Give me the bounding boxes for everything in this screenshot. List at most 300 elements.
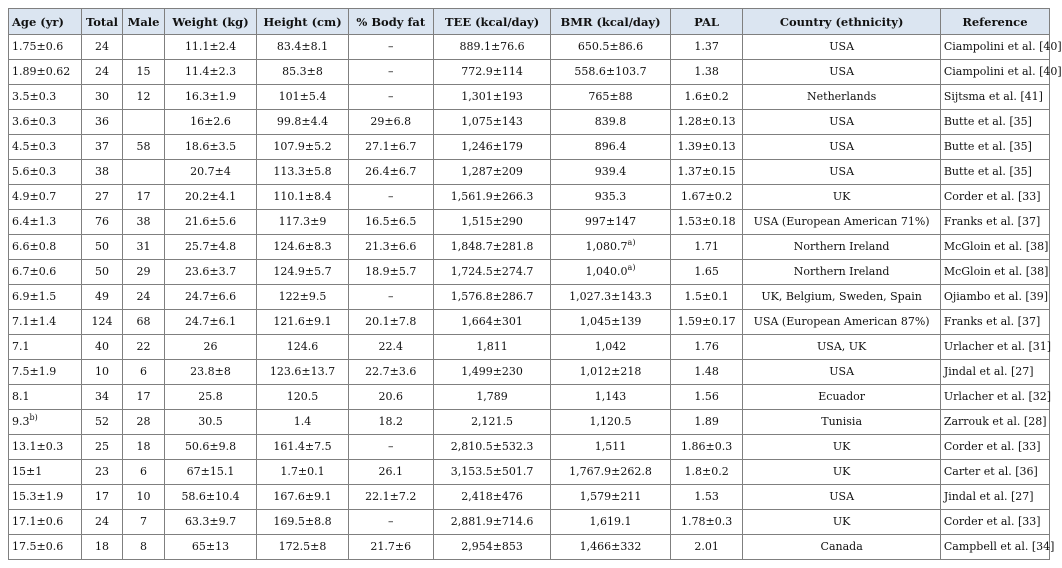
cell-tee-value: 1,811 xyxy=(476,340,508,353)
cell-total-value: 50 xyxy=(94,265,109,278)
cell-tee xyxy=(433,85,550,110)
footnote-marker: a) xyxy=(627,263,636,272)
cell-body-fat xyxy=(348,210,433,235)
cell-weight xyxy=(164,410,256,435)
cell-pal-value: 1.67±0.2 xyxy=(680,190,733,203)
table-row xyxy=(9,485,1050,510)
cell-body-fat xyxy=(348,185,433,210)
cell-total xyxy=(81,335,123,360)
cell-country-value: Tunisia xyxy=(821,415,863,428)
cell-tee-value: 889.1±76.6 xyxy=(459,40,525,53)
cell-age xyxy=(9,160,82,185)
cell-male xyxy=(123,35,165,60)
cell-bmr xyxy=(551,235,670,260)
cell-age xyxy=(9,135,82,160)
cell-height-value: 99.8±4.4 xyxy=(276,115,329,128)
table-row xyxy=(9,235,1050,260)
cell-male-value: 28 xyxy=(136,415,151,428)
column-header-country: Country (ethnicity) xyxy=(743,9,940,35)
cell-tee xyxy=(433,385,550,410)
cell-height xyxy=(257,410,348,435)
cell-male-value: 38 xyxy=(136,215,151,228)
cell-tee xyxy=(433,360,550,385)
cell-pal-value: 1.78±0.3 xyxy=(680,515,733,528)
cell-male xyxy=(123,485,165,510)
column-header-height: Height (cm) xyxy=(257,9,348,35)
cell-total xyxy=(81,135,123,160)
cell-weight-value: 18.6±3.5 xyxy=(184,140,237,153)
cell-male xyxy=(123,410,165,435)
cell-male xyxy=(123,285,165,310)
cell-male-value: 6 xyxy=(140,365,148,378)
cell-weight-value: 30.5 xyxy=(198,415,223,428)
cell-weight-value: 67±15.1 xyxy=(186,465,235,478)
cell-country xyxy=(743,285,940,310)
cell-age xyxy=(9,210,82,235)
cell-reference xyxy=(940,35,1062,60)
cell-tee xyxy=(433,110,550,135)
cell-country-value: UK xyxy=(832,465,851,478)
cell-bmr-value: 765±88 xyxy=(588,90,633,103)
cell-country-value: Northern Ireland xyxy=(793,265,890,278)
cell-total-value: 27 xyxy=(94,190,109,203)
cell-tee-value: 2,810.5±532.3 xyxy=(450,440,534,453)
cell-reference-value: Franks et al. [37] xyxy=(943,215,1041,228)
cell-height xyxy=(257,85,348,110)
cell-height xyxy=(257,485,348,510)
cell-age-value: 6.4±1.3 xyxy=(12,215,57,228)
cell-male-value: 68 xyxy=(136,315,151,328)
cell-tee-value: 772.9±114 xyxy=(461,65,523,78)
cell-weight-value: 20.7±4 xyxy=(190,165,231,178)
cell-reference xyxy=(940,460,1049,485)
column-header-male: Male xyxy=(123,9,165,35)
cell-pal xyxy=(670,35,743,60)
cell-weight-value: 26 xyxy=(203,340,218,353)
table-row xyxy=(9,135,1050,160)
cell-weight-value: 23.8±8 xyxy=(190,365,231,378)
cell-tee-value: 2,881.9±714.6 xyxy=(450,515,534,528)
cell-bmr xyxy=(551,260,670,285)
cell-bmr xyxy=(551,135,670,160)
cell-pal-value: 1.65 xyxy=(694,265,719,278)
cell-total-value: 23 xyxy=(94,465,109,478)
cell-tee xyxy=(433,410,550,435)
cell-male-value: 22 xyxy=(136,340,151,353)
table-row xyxy=(9,435,1050,460)
column-header-bmr: BMR (kcal/day) xyxy=(551,9,670,35)
cell-reference xyxy=(940,260,1049,285)
cell-reference-value: Corder et al. [33] xyxy=(943,440,1041,453)
cell-height xyxy=(257,535,348,560)
cell-weight-value: 25.7±4.8 xyxy=(184,240,237,253)
cell-age xyxy=(9,385,82,410)
cell-tee-value: 1,301±193 xyxy=(461,90,523,103)
table-row xyxy=(9,310,1050,335)
cell-age xyxy=(9,260,82,285)
cell-body-fat-value: 21.7±6 xyxy=(370,540,412,553)
cell-reference-value: Franks et al. [37] xyxy=(943,315,1041,328)
cell-body-fat xyxy=(348,135,433,160)
cell-pal-value: 1.53 xyxy=(694,490,719,503)
cell-male-value: 15 xyxy=(136,65,151,78)
cell-weight-value: 20.2±4.1 xyxy=(184,190,237,203)
cell-age xyxy=(9,310,82,335)
cell-total xyxy=(81,85,123,110)
cell-total xyxy=(81,260,123,285)
table-row xyxy=(9,410,1050,435)
cell-pal-value: 1.89 xyxy=(694,415,719,428)
cell-bmr xyxy=(551,535,670,560)
cell-height xyxy=(257,210,348,235)
cell-bmr-value: 1,080.7 xyxy=(585,240,628,253)
cell-country-value: USA xyxy=(829,65,855,78)
cell-age xyxy=(9,185,82,210)
cell-bmr xyxy=(551,160,670,185)
cell-height xyxy=(257,385,348,410)
cell-male-value: 29 xyxy=(136,265,151,278)
cell-pal xyxy=(670,285,743,310)
cell-male-value: 18 xyxy=(136,440,151,453)
cell-reference xyxy=(940,385,1052,410)
table-row xyxy=(9,160,1050,185)
cell-body-fat xyxy=(348,510,433,535)
cell-age xyxy=(9,235,82,260)
cell-height-value: 169.5±8.8 xyxy=(273,515,332,528)
cell-total-value: 24 xyxy=(94,515,109,528)
cell-weight-value: 11.1±2.4 xyxy=(184,40,237,53)
cell-total xyxy=(81,35,123,60)
cell-weight-value: 58.6±10.4 xyxy=(181,490,240,503)
cell-age xyxy=(9,285,82,310)
cell-total-value: 18 xyxy=(94,540,109,553)
data-table-container xyxy=(8,8,1062,560)
cell-reference xyxy=(940,85,1049,110)
cell-reference-value: McGloin et al. [38] xyxy=(943,265,1049,278)
cell-total-value: 50 xyxy=(94,240,109,253)
cell-age xyxy=(9,460,82,485)
cell-body-fat xyxy=(348,460,433,485)
cell-reference-value: Butte et al. [35] xyxy=(943,140,1032,153)
cell-total xyxy=(81,385,123,410)
cell-total-value: 124 xyxy=(91,315,113,328)
cell-body-fat-value: 18.9±5.7 xyxy=(365,265,417,278)
cell-country xyxy=(743,460,940,485)
cell-weight-value: 24.7±6.6 xyxy=(184,290,237,303)
cell-total-value: 40 xyxy=(94,340,109,353)
cell-age-value: 3.6±0.3 xyxy=(12,115,57,128)
cell-age-value: 15.3±1.9 xyxy=(12,490,64,503)
cell-total-value: 30 xyxy=(94,90,109,103)
cell-pal xyxy=(670,460,743,485)
cell-bmr-value: 558.6±103.7 xyxy=(574,65,647,78)
cell-bmr-value: 1,619.1 xyxy=(589,515,632,528)
cell-bmr-value: 839.8 xyxy=(594,115,627,128)
cell-weight-value: 65±13 xyxy=(191,540,230,553)
cell-tee xyxy=(433,260,550,285)
cell-country xyxy=(743,310,940,335)
cell-height-value: 113.3±5.8 xyxy=(273,165,332,178)
cell-male xyxy=(123,160,165,185)
cell-male xyxy=(123,385,165,410)
cell-pal-value: 1.56 xyxy=(694,390,719,403)
footnote-marker: b) xyxy=(29,413,38,422)
cell-tee-value: 2,121.5 xyxy=(471,415,514,428)
cell-tee-value: 1,561.9±266.3 xyxy=(450,190,534,203)
cell-male xyxy=(123,460,165,485)
cell-country xyxy=(743,510,940,535)
cell-body-fat-value: 18.2 xyxy=(378,415,404,428)
cell-reference-value: Corder et al. [33] xyxy=(943,190,1041,203)
cell-pal-value: 1.71 xyxy=(694,240,719,253)
cell-reference-value: Corder et al. [33] xyxy=(943,515,1041,528)
cell-weight xyxy=(164,510,256,535)
cell-bmr-value: 1,511 xyxy=(594,440,627,453)
cell-age-value: 1.75±0.6 xyxy=(12,40,64,53)
cell-tee-value: 3,153.5±501.7 xyxy=(450,465,534,478)
cell-male xyxy=(123,360,165,385)
table-row xyxy=(9,460,1050,485)
cell-total xyxy=(81,185,123,210)
cell-reference-value: Butte et al. [35] xyxy=(943,165,1032,178)
column-header-body-fat: % Body fat xyxy=(348,9,433,35)
column-header-reference: Reference xyxy=(940,9,1049,35)
cell-male xyxy=(123,235,165,260)
cell-total-value: 25 xyxy=(94,440,109,453)
cell-age-value: 7.1 xyxy=(12,340,30,353)
cell-body-fat-value: 26.4±6.7 xyxy=(365,165,417,178)
cell-reference xyxy=(940,185,1049,210)
cell-reference-value: Carter et al. [36] xyxy=(943,465,1038,478)
cell-male xyxy=(123,435,165,460)
cell-male-value: 7 xyxy=(140,515,148,528)
cell-body-fat-value: – xyxy=(388,90,394,103)
cell-country-value: UK, Belgium, Sweden, Spain xyxy=(761,290,922,303)
cell-height-value: 122±9.5 xyxy=(278,290,327,303)
cell-male-value: 12 xyxy=(136,90,151,103)
cell-body-fat-value: – xyxy=(388,440,394,453)
cell-reference-value: Jindal et al. [27] xyxy=(943,490,1034,503)
cell-body-fat-value: 27.1±6.7 xyxy=(365,140,417,153)
cell-bmr xyxy=(551,35,670,60)
cell-male xyxy=(123,210,165,235)
cell-reference-value: Ciampolini et al. [40] xyxy=(943,40,1062,53)
cell-pal xyxy=(670,385,743,410)
cell-reference xyxy=(940,310,1049,335)
cell-height xyxy=(257,60,348,85)
cell-weight xyxy=(164,110,256,135)
cell-pal xyxy=(670,335,743,360)
cell-pal xyxy=(670,485,743,510)
cell-reference xyxy=(940,410,1049,435)
cell-body-fat-value: 22.4 xyxy=(378,340,404,353)
cell-bmr-value: 1,042 xyxy=(594,340,627,353)
cell-height xyxy=(257,335,348,360)
cell-reference xyxy=(940,235,1049,260)
cell-male xyxy=(123,335,165,360)
cell-country xyxy=(743,110,940,135)
cell-bmr-value: 1,143 xyxy=(594,390,627,403)
cell-country xyxy=(743,85,940,110)
cell-total-value: 10 xyxy=(94,365,109,378)
cell-age-value: 4.9±0.7 xyxy=(12,190,57,203)
cell-male-value: 6 xyxy=(140,465,148,478)
cell-height-value: 117.3±9 xyxy=(278,215,327,228)
table-row xyxy=(9,210,1050,235)
cell-reference xyxy=(940,510,1049,535)
cell-weight xyxy=(164,485,256,510)
cell-total-value: 34 xyxy=(94,390,109,403)
cell-weight xyxy=(164,310,256,335)
cell-body-fat-value: – xyxy=(388,290,394,303)
cell-height xyxy=(257,360,348,385)
cell-country-value: USA xyxy=(829,40,855,53)
header-row xyxy=(9,9,1050,35)
cell-country xyxy=(743,385,940,410)
cell-bmr xyxy=(551,185,670,210)
cell-bmr xyxy=(551,385,670,410)
cell-body-fat-value: 22.1±7.2 xyxy=(365,490,417,503)
cell-tee-value: 1,848.7±281.8 xyxy=(450,240,534,253)
cell-total-value: 24 xyxy=(94,65,109,78)
cell-age xyxy=(9,35,82,60)
cell-country xyxy=(743,410,940,435)
cell-bmr xyxy=(551,510,670,535)
cell-weight xyxy=(164,285,256,310)
cell-tee-value: 1,789 xyxy=(476,390,508,403)
energy-expenditure-table xyxy=(8,8,1062,560)
cell-body-fat xyxy=(348,535,433,560)
cell-country-value: Canada xyxy=(820,540,863,553)
cell-pal-value: 1.86±0.3 xyxy=(680,440,733,453)
cell-reference-value: Ciampolini et al. [40] xyxy=(943,65,1062,78)
cell-country xyxy=(743,335,940,360)
cell-pal-value: 1.8±0.2 xyxy=(684,465,729,478)
cell-reference xyxy=(940,435,1049,460)
cell-weight xyxy=(164,60,256,85)
cell-bmr xyxy=(551,85,670,110)
cell-reference-value: Campbell et al. [34] xyxy=(943,540,1055,553)
cell-age-value: 17.1±0.6 xyxy=(12,515,64,528)
cell-height xyxy=(257,135,348,160)
cell-body-fat xyxy=(348,435,433,460)
cell-total-value: 52 xyxy=(94,415,109,428)
cell-pal-value: 1.53±0.18 xyxy=(677,215,736,228)
cell-country-value: UK xyxy=(832,190,851,203)
cell-age-value: 4.5±0.3 xyxy=(12,140,57,153)
cell-male-value: 31 xyxy=(136,240,151,253)
cell-body-fat xyxy=(348,310,433,335)
cell-country xyxy=(743,35,940,60)
cell-pal xyxy=(670,110,743,135)
cell-height xyxy=(257,235,348,260)
cell-country xyxy=(743,535,940,560)
cell-bmr-value: 1,045±139 xyxy=(579,315,642,328)
cell-pal xyxy=(670,60,743,85)
cell-tee-value: 1,287±209 xyxy=(461,165,523,178)
cell-weight xyxy=(164,160,256,185)
table-row xyxy=(9,60,1050,85)
cell-country xyxy=(743,485,940,510)
cell-body-fat-value: 26.1 xyxy=(378,465,404,478)
cell-total xyxy=(81,310,123,335)
cell-height-value: 172.5±8 xyxy=(278,540,327,553)
table-row xyxy=(9,35,1050,60)
cell-age xyxy=(9,485,82,510)
cell-male xyxy=(123,135,165,160)
cell-body-fat xyxy=(348,235,433,260)
cell-weight-value: 24.7±6.1 xyxy=(184,315,237,328)
cell-body-fat-value: – xyxy=(388,190,394,203)
cell-country xyxy=(743,360,940,385)
cell-height-value: 161.4±7.5 xyxy=(273,440,332,453)
table-body xyxy=(9,35,1062,560)
cell-reference xyxy=(940,285,1049,310)
cell-height-value: 167.6±9.1 xyxy=(273,490,332,503)
cell-body-fat-value: 16.5±6.5 xyxy=(365,215,417,228)
cell-weight xyxy=(164,210,256,235)
cell-body-fat xyxy=(348,410,433,435)
cell-pal xyxy=(670,510,743,535)
cell-height-value: 101±5.4 xyxy=(278,90,327,103)
table-row xyxy=(9,360,1050,385)
cell-tee xyxy=(433,60,550,85)
cell-tee xyxy=(433,335,550,360)
cell-tee xyxy=(433,210,550,235)
cell-age-value: 9.3 xyxy=(12,415,30,428)
column-header-pal: PAL xyxy=(670,9,743,35)
cell-reference-value: Ojiambo et al. [39] xyxy=(943,290,1049,303)
cell-reference-value: Urlacher et al. [32] xyxy=(943,390,1052,403)
cell-age xyxy=(9,85,82,110)
cell-height-value: 124.9±5.7 xyxy=(273,265,332,278)
cell-weight-value: 21.6±5.6 xyxy=(184,215,237,228)
cell-pal-value: 1.6±0.2 xyxy=(684,90,729,103)
cell-pal xyxy=(670,360,743,385)
cell-age-value: 8.1 xyxy=(12,390,30,403)
cell-tee-value: 2,954±853 xyxy=(461,540,523,553)
cell-body-fat xyxy=(348,285,433,310)
cell-bmr xyxy=(551,310,670,335)
cell-bmr xyxy=(551,60,670,85)
cell-country-value: USA xyxy=(829,365,855,378)
cell-pal xyxy=(670,160,743,185)
cell-country-value: USA xyxy=(829,140,855,153)
cell-pal-value: 1.5±0.1 xyxy=(684,290,729,303)
cell-reference-value: Zarrouk et al. [28] xyxy=(943,415,1047,428)
cell-tee-value: 1,515±290 xyxy=(461,215,523,228)
cell-body-fat xyxy=(348,360,433,385)
cell-age-value: 13.1±0.3 xyxy=(12,440,64,453)
cell-country-value: USA xyxy=(829,165,855,178)
cell-height xyxy=(257,510,348,535)
cell-tee xyxy=(433,535,550,560)
cell-body-fat xyxy=(348,110,433,135)
table-row xyxy=(9,335,1050,360)
cell-bmr-value: 1,027.3±143.3 xyxy=(569,290,652,303)
cell-reference-value: Urlacher et al. [31] xyxy=(943,340,1052,353)
cell-bmr xyxy=(551,435,670,460)
cell-pal xyxy=(670,310,743,335)
cell-male xyxy=(123,60,165,85)
cell-bmr-value: 997±147 xyxy=(584,215,637,228)
cell-country-value: USA (European American 87%) xyxy=(753,315,930,328)
column-header-weight: Weight (kg) xyxy=(164,9,256,35)
cell-body-fat-value: 20.1±7.8 xyxy=(365,315,417,328)
table-row xyxy=(9,85,1050,110)
cell-reference-value: Sijtsma et al. [41] xyxy=(943,90,1043,103)
cell-total-value: 24 xyxy=(94,40,109,53)
